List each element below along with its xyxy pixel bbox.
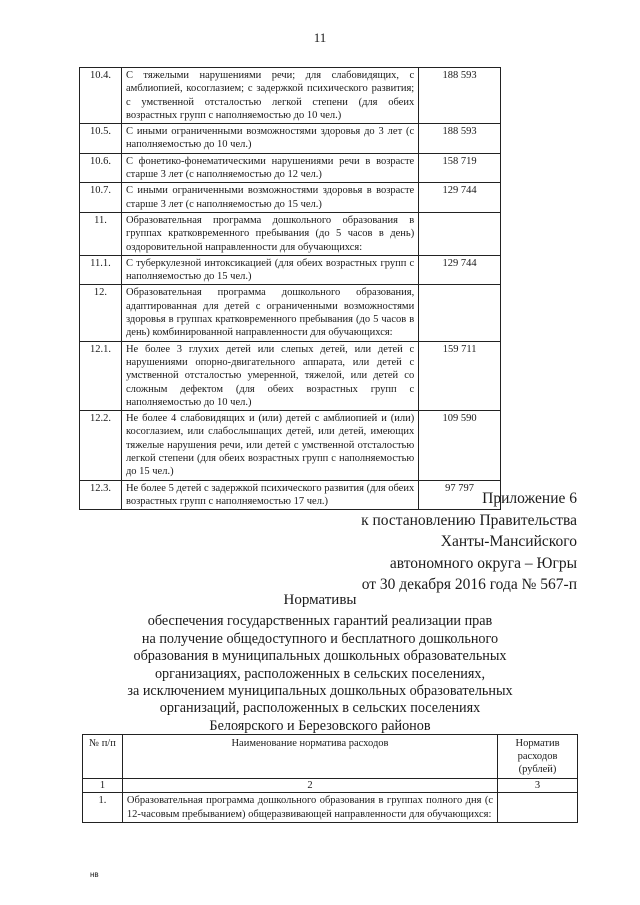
- row-value: 129 744: [419, 183, 501, 213]
- norms-subtitle-line: образования в муниципальных дошкольных образовательных: [133, 648, 507, 665]
- row-value: 159 711: [419, 341, 501, 410]
- norms-subtitle-line: Белоярского и Березовского районов: [209, 717, 431, 734]
- appendix-decree: к постановлению Правительства: [361, 511, 577, 529]
- table-row: [80, 341, 501, 410]
- row-number: 12.1.: [80, 341, 122, 410]
- norms-heading: Нормативы: [283, 592, 357, 608]
- row-description: С иными ограниченными возможностями здоровья до 3 лет (с наполняемостью до 10 чел.): [121, 124, 418, 154]
- table-row: [80, 255, 501, 285]
- header-name: Наименование норматива расходов: [122, 735, 497, 779]
- appendix-number: Приложение 6: [482, 490, 577, 507]
- table-row: [80, 124, 501, 154]
- appendix-date: от 30 декабря 2016 года № 567-п: [361, 576, 577, 593]
- appendix-region: Ханты-Мансийского: [440, 533, 577, 550]
- row-description: Не более 4 слабовидящих и (или) детей с амблиопией и (или) косоглазием, или слабослышащих детей, или детей, имеющих тяжелые нарушения речи, или детей с умственной отсталостью легкой степени (для обеих возрастных групп с наполняемостью до 15 чел.): [121, 411, 418, 480]
- norms-subtitle-line: на получение общедоступного и бесплатного дошкольного: [141, 630, 499, 647]
- appendix-region-2: автономного округа – Югры: [389, 554, 577, 572]
- row-number: 1.: [83, 793, 123, 823]
- row-value: 109 590: [419, 411, 501, 480]
- table-header-row: [83, 735, 578, 779]
- row-value: 188 593: [419, 124, 501, 154]
- row-description: Не более 3 глухих детей или слепых детей, или детей с нарушениями опорно-двигательного аппарата, или детей с умственной отсталостью умеренной, тяжелой, или детей со сложным дефектом (для обеих возрастных групп с наполняемостью до 10 чел.): [121, 341, 418, 410]
- table-row: [80, 212, 501, 255]
- row-value: 129 744: [419, 255, 501, 285]
- row-number: 11.1.: [80, 255, 122, 285]
- row-value: [498, 793, 578, 823]
- row-value: [419, 212, 501, 255]
- row-value: 158 719: [419, 153, 501, 183]
- header-value: Норматив расходов (рублей): [498, 735, 578, 779]
- norms-subtitle-line: за исключением муниципальных дошкольных образовательных: [127, 683, 513, 700]
- row-value: 97 797: [419, 480, 501, 510]
- row-description: Образовательная программа дошкольного образования в группах кратковременного пребывания (до 5 часов в день) оздоровительной направленности для обучающихся:: [121, 212, 418, 255]
- index-cell: 1: [83, 779, 123, 793]
- row-description: С тяжелыми нарушениями речи; для слабовидящих, с амблиопией, косоглазием; с задержкой психического развития; с умственной отсталостью легкой степени (для обеих возрастных групп с наполняемостью до 10 чел.): [121, 68, 418, 124]
- row-description: Образовательная программа дошкольного образования в группах полного дня (с 12-часовым пребыванием) общеразвивающей направленности для обучающихся:: [122, 793, 497, 823]
- row-number: 10.7.: [80, 183, 122, 213]
- row-number: 10.5.: [80, 124, 122, 154]
- row-number: 12.3.: [80, 480, 122, 510]
- norms-subtitle-line: организаций, расположенных в сельских поселениях: [159, 700, 481, 717]
- row-number: 12.2.: [80, 411, 122, 480]
- table-row: [80, 68, 501, 124]
- row-description: Образовательная программа дошкольного образования, адаптированная для детей с ограниченными возможностями здоровья в группах кратковременного пребывания (до 5 часов в день) комбинированной направленности для обучающихся:: [121, 285, 418, 341]
- table-row: [80, 285, 501, 341]
- row-value: [419, 285, 501, 341]
- row-description: С туберкулезной интоксикацией (для обеих возрастных групп с наполняемостью до 15 чел.): [121, 255, 418, 285]
- norms-subtitle-line: организациях, расположенных в сельских поселениях,: [154, 665, 486, 682]
- norms-table-continued: [79, 67, 501, 510]
- index-cell: 3: [498, 779, 578, 793]
- table-row: [83, 793, 578, 823]
- row-description: С иными ограниченными возможностями здоровья в возрасте старше 3 лет (с наполняемостью до 15 чел.): [121, 183, 418, 213]
- row-value: 188 593: [419, 68, 501, 124]
- table-row: [80, 411, 501, 480]
- table-row: [80, 183, 501, 213]
- appendix-header: [361, 488, 577, 596]
- row-number: 11.: [80, 212, 122, 255]
- row-description: Не более 5 детей с задержкой психического развития (для обеих возрастных групп с наполняемостью 17 чел.): [121, 480, 418, 510]
- footer-mark: нв: [90, 870, 99, 879]
- row-number: 10.4.: [80, 68, 122, 124]
- index-cell: 2: [122, 779, 497, 793]
- norms-title: [0, 592, 640, 735]
- table-index-row: [83, 779, 578, 793]
- table-row: [80, 153, 501, 183]
- row-number: 12.: [80, 285, 122, 341]
- norms-table-rural: [82, 734, 578, 823]
- norms-subtitle-line: обеспечения государственных гарантий реализации прав: [147, 613, 493, 630]
- header-number: № п/п: [83, 735, 123, 779]
- row-description: С фонетико-фонематическими нарушениями речи в возрасте старше 3 лет (с наполняемостью до 12 чел.): [121, 153, 418, 183]
- page-number: 11: [313, 30, 327, 45]
- row-number: 10.6.: [80, 153, 122, 183]
